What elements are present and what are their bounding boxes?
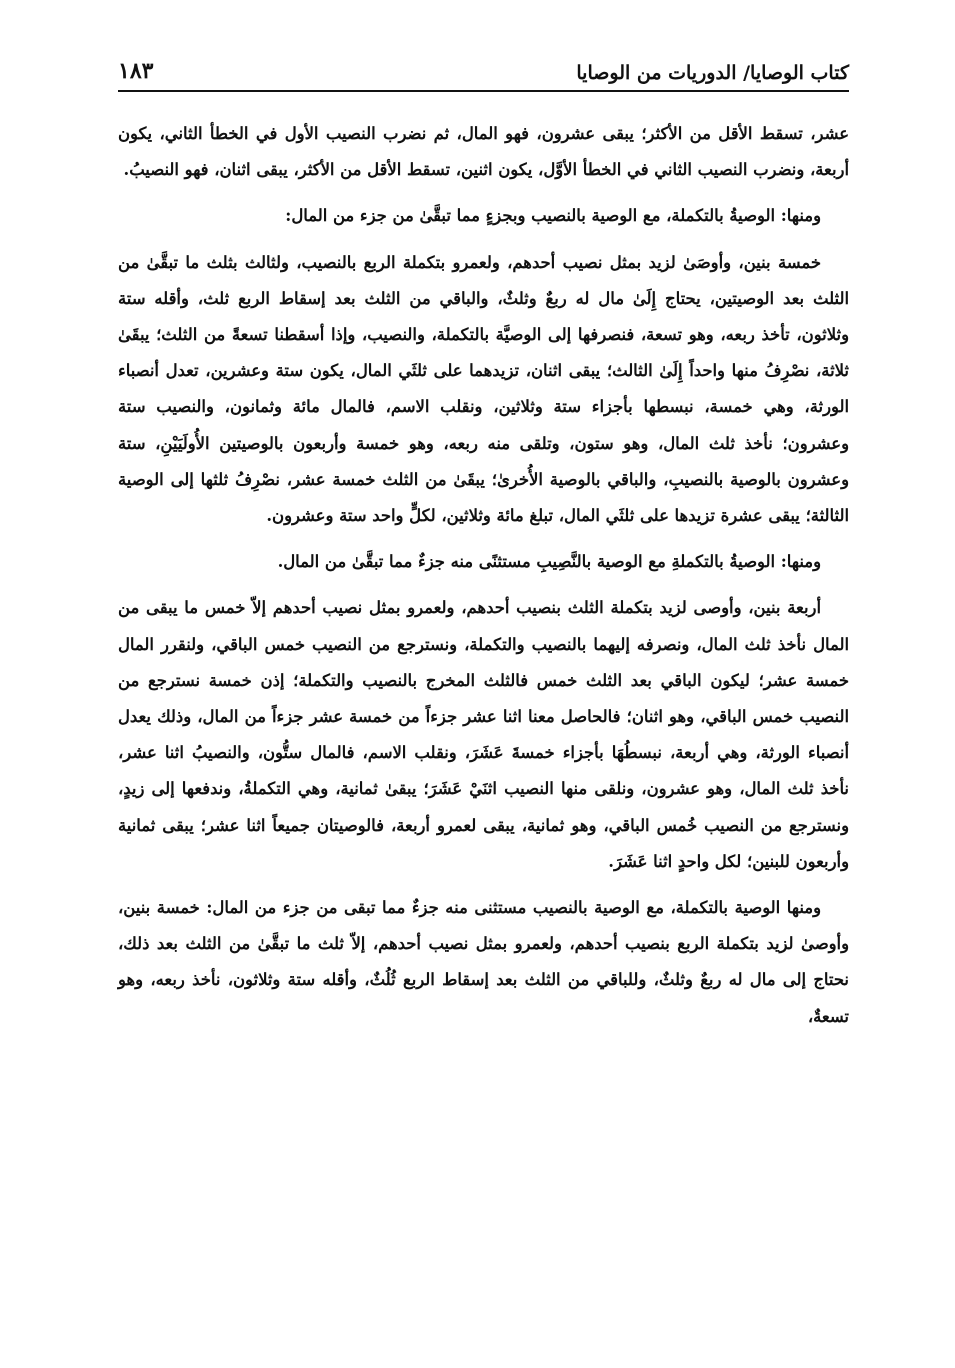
paragraph-5: أربعة بنين، وأوصى لزيد بتكملة الثلث بنصيب أحدهم، ولعمرو بمثل نصيب أحدهم إلاّ خمس ما يبقى من المال نأخذ ثلث المال، ونصرفه إليهما بالنصيب والتكملة، ونسترجع من النصيب خمس الباقي، ولنقرر المال خمسة عشر؛ ليكون الباقي بعد الثلث خمس فالثلث المخرج بالنصيب والتكملة؛ إذن خمسة نسترجع من النصيب خمس الباقي، وهو اثنان؛ فالحاصل معنا اثنا عشر جزءاً من خمسة عشر جزءاً من المال، وذلك يعدل أنصباء الورثة، وهي أربعة، نبسطُهَا بأجزاء خمسةَ عَشَرَ، ونقلب الاسم، فالمال ستُّون، والنصيبُ اثنا عشر، نأخذ ثلث المال، وهو عشرون، ونلقى منها النصيب اثنَيْ عَشَرَ؛ يبقىٰ ثمانية، وهي التكملةُ، وندفعها إلى زيدٍ، ونسترجع من النصيب خُمس الباقي، وهو ثمانية، يبقى لعمرو أربعة، فالوصيتان جميعاً اثنا عشر؛ يبقى ثمانية وأربعون للبنين؛ لكل واحدٍ اثنا عَشَرَ. (118, 598, 849, 871)
paragraph-4: ومنها: الوصيةُ بالتكملةِ مع الوصية بالنَّصِيبِ مستثنًى منه جزءٌ مما تبقَّىٰ من المال. (277, 552, 821, 572)
paragraph-6: ومنها الوصية بالتكملة، مع الوصية بالنصيب مستثنى منه جزءٌ مما تبقى من جزء من المال: خمسة بنين، وأوصىٰ لزيد بتكملة الربع بنصيب أحدهم، ولعمرو بمثل نصيب أحدهم، إلاّ ثلث ما تبقَّىٰ من الثلث بعد ذلك، نحتاج إلى مال له ربعٌ وثلثٌ، وللباقي من الثلث بعد إسقاط الربع ثُلُثٌ، وأقله ستة وثلاثون، نأخذ ربعه، وهو تسعةٌ، (118, 898, 849, 1026)
paragraph-1: عشر، تسقط الأقل من الأكثر؛ يبقى عشرون، فهو المال، ثم نضرب النصيب الأول في الخطأ الثاني، يكون أربعة، ونضرب النصيب الثاني في الخطأ الأوَّل، يكون اثنين، تسقط الأقل من الأكثر، يبقى اثنان، فهو النصيبُ. (118, 124, 849, 180)
running-title: كتاب الوصايا/ الدوريات من الوصايا (576, 62, 849, 84)
body-text (118, 116, 849, 1328)
paragraph-3: خمسة بنين، وأوصَىٰ لزيد بمثل نصيب أحدهم، ولعمرو بتكملة الربع بالنصيب، ولثالث بثلث ما تبقَّىٰ من الثلث بعد الوصيتين، يحتاج إِلَىٰ مال له ربعٌ وثلثٌ، والباقي من الثلث بعد إسقاط الربع ثلث، وأقله ستة وثلاثون، تأخذ ربعه، وهو تسعة، فنصرفها إلى الوصيَّة بالتكملة، والنصيب، وإذا أسقطنا تسعةً من الثلث؛ يبقَىٰ ثلاثة، نصْرِفُ منها واحداً إِلَىٰ الثالث؛ يبقى اثنان، تزيدهما على ثلثَي المال، يكون ستة وعشرين، تعدل أنصباء الورثة، وهي خمسة، نبسطها بأجزاء ستة وثلاثين، ونقلب الاسم، فالمال مائة وثمانون، والنصيب ستة وعشرون؛ نأخذ ثلث المال، وهو ستون، وتلقى منه ربعه، وهو خمسة وأربعون بالوصيتين الأُولَيَيْنِ، ستة وعشرون بالوصية بالنصيبِ، والباقي بالوصية الأُخرىٰ؛ يبقَىٰ من الثلث خمسة عشر، نصْرِفُ ثلثها إلى الوصية الثالثة؛ يبقى عشرة تزيدها على ثلثَي المال، تبلغ مائة وثلاثين، لكلٍّ واحد ستة وعشرون. (118, 252, 849, 526)
page-number: ١٨٣ (118, 58, 154, 84)
page-header (118, 52, 849, 92)
paragraph-2: ومنها: الوصيةُ بالتكملة، مع الوصية بالنصيب وبجزءٍ مما تبقَّىٰ من جزء من المال: (285, 206, 821, 226)
